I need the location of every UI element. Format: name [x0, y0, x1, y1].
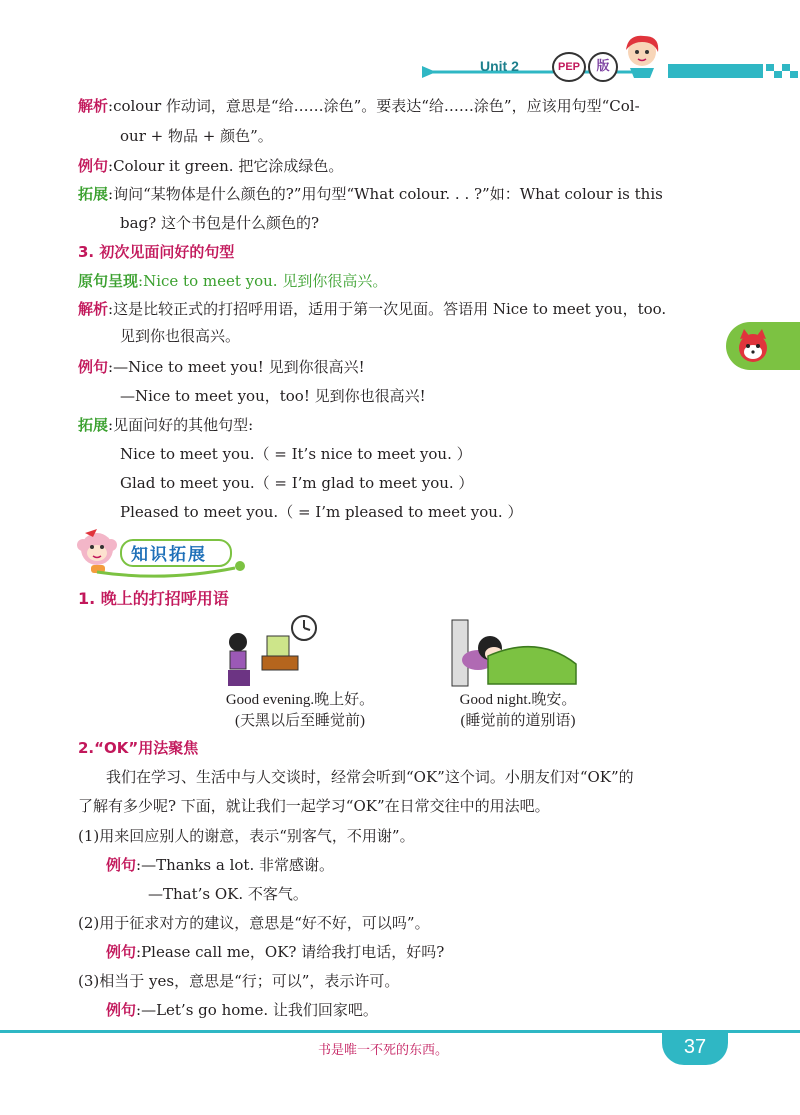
- ok-usage-1-reply: —That’s OK. 不客气。: [148, 885, 308, 903]
- liju-label: 例句: [78, 157, 109, 175]
- u1-ex1: :—Thanks a lot. 非常感谢。: [136, 856, 334, 874]
- s3-liju-line: [78, 357, 365, 377]
- tuozhan-continued: bag? 这个书包是什么颜色的?: [120, 214, 320, 232]
- s3-tuozhan-text: :见面问好的其他句型:: [108, 416, 254, 434]
- ok-usage-1-example: [106, 855, 334, 875]
- girl-mascot-icon: [618, 30, 668, 80]
- tuozhan-label: 拓展: [78, 185, 109, 203]
- good-night-illustration: [448, 612, 580, 690]
- s3-tuozhan-label: 拓展: [78, 416, 109, 434]
- u2-liju-label: 例句: [106, 943, 137, 961]
- jiexi-continued: our + 物品 + 颜色”。: [120, 127, 273, 145]
- ok-intro-1: 我们在学习、生活中与人交谈时，经常会听到“OK”这个词。小朋友们对“OK”的: [106, 768, 634, 786]
- s3-jiexi-label: 解析: [78, 300, 109, 318]
- s3-liju-label: 例句: [78, 358, 109, 376]
- ok-usage-3: (3)相当于 yes，意思是“行；可以”，表示许可。: [78, 972, 400, 990]
- knowledge-s1-title: 1. 晚上的打招呼用语: [78, 589, 229, 608]
- footer-motto: 书是唯一不死的东西。: [318, 1043, 449, 1058]
- yuanju-text: :Nice to meet you. 见到你很高兴。: [138, 272, 388, 290]
- page-number: 37: [683, 1036, 707, 1058]
- s3-jiexi-text: :这是比较正式的打招呼用语，适用于第一次见面。答语用 Nice to meet you，too.: [108, 300, 667, 318]
- liju-text: :Colour it green. 把它涂成绿色。: [108, 157, 344, 175]
- jiexi-label: 解析: [78, 97, 109, 115]
- banner-swoosh: [95, 560, 255, 580]
- ok-usage-3-example: [106, 1000, 378, 1020]
- ok-intro-2: 了解有多少呢? 下面，就让我们一起学习“OK”在日常交往中的用法吧。: [78, 797, 550, 815]
- good-evening-caption: Good evening.晚上好。: [225, 692, 375, 708]
- ok-usage-1: (1)用来回应别人的谢意，表示“别客气，不用谢”。: [78, 827, 415, 845]
- s3-jiexi-line: [78, 299, 666, 319]
- section3-title: 3. 初次见面问好的句型: [78, 243, 235, 261]
- u3-liju-label: 例句: [106, 1001, 137, 1019]
- s3-jiexi-continued: 见到你也很高兴。: [120, 327, 241, 345]
- u3-ex: :—Let’s go home. 让我们回家吧。: [136, 1001, 378, 1019]
- liju-line: [78, 156, 343, 176]
- greeting-example-2: Glad to meet you.（ = I’m glad to meet you. ）: [120, 474, 474, 492]
- side-tab: [726, 322, 800, 370]
- ban-text: 版: [596, 59, 610, 74]
- yuanju-label: 原句呈现: [78, 272, 139, 290]
- pep-text: PEP: [557, 61, 580, 73]
- u2-ex: :Please call me，OK? 请给我打电话，好吗?: [136, 943, 445, 961]
- tuozhan-text: :询问“某物体是什么颜色的?”用句型“What colour. . . ?”如：What colour is this: [108, 185, 663, 203]
- pep-badge: [552, 52, 586, 82]
- good-night-caption: Good night.晚安。: [459, 692, 577, 708]
- greeting-example-1: Nice to meet you.（ = It’s nice to meet you. ）: [120, 445, 472, 463]
- fox-mascot-icon: [734, 327, 772, 365]
- ok-usage-2: (2)用于征求对方的建议，意思是“好不好，可以吗”。: [78, 914, 430, 932]
- yuanju-line: [78, 271, 387, 291]
- greeting-example-3: Pleased to meet you.（ = I’m pleased to meet you. ）: [120, 503, 523, 521]
- s3-tuozhan-line: [78, 415, 253, 435]
- knowledge-s2-title: 2.“OK”用法聚焦: [78, 739, 199, 757]
- s3-liju-text: :—Nice to meet you! 见到你很高兴!: [108, 358, 365, 376]
- good-night-note: (睡觉前的道别语): [460, 713, 576, 729]
- s3-liju-continued: —Nice to meet you，too! 见到你也很高兴!: [120, 387, 426, 405]
- ok-usage-2-example: [106, 942, 444, 962]
- knowledge-banner-title: 知识拓展: [131, 545, 207, 565]
- ban-badge: [588, 52, 618, 82]
- u1-liju-label: 例句: [106, 856, 137, 874]
- jiexi-text: :colour 作动词，意思是“给……涂色”。要表达“给……涂色”，应该用句型“Col-: [108, 97, 640, 115]
- unit-label: Unit 2: [480, 58, 519, 74]
- good-evening-note: (天黑以后至睡觉前): [235, 713, 365, 729]
- jiexi-line: [78, 96, 640, 116]
- good-evening-illustration: [222, 612, 328, 690]
- tuozhan-line: [78, 184, 663, 204]
